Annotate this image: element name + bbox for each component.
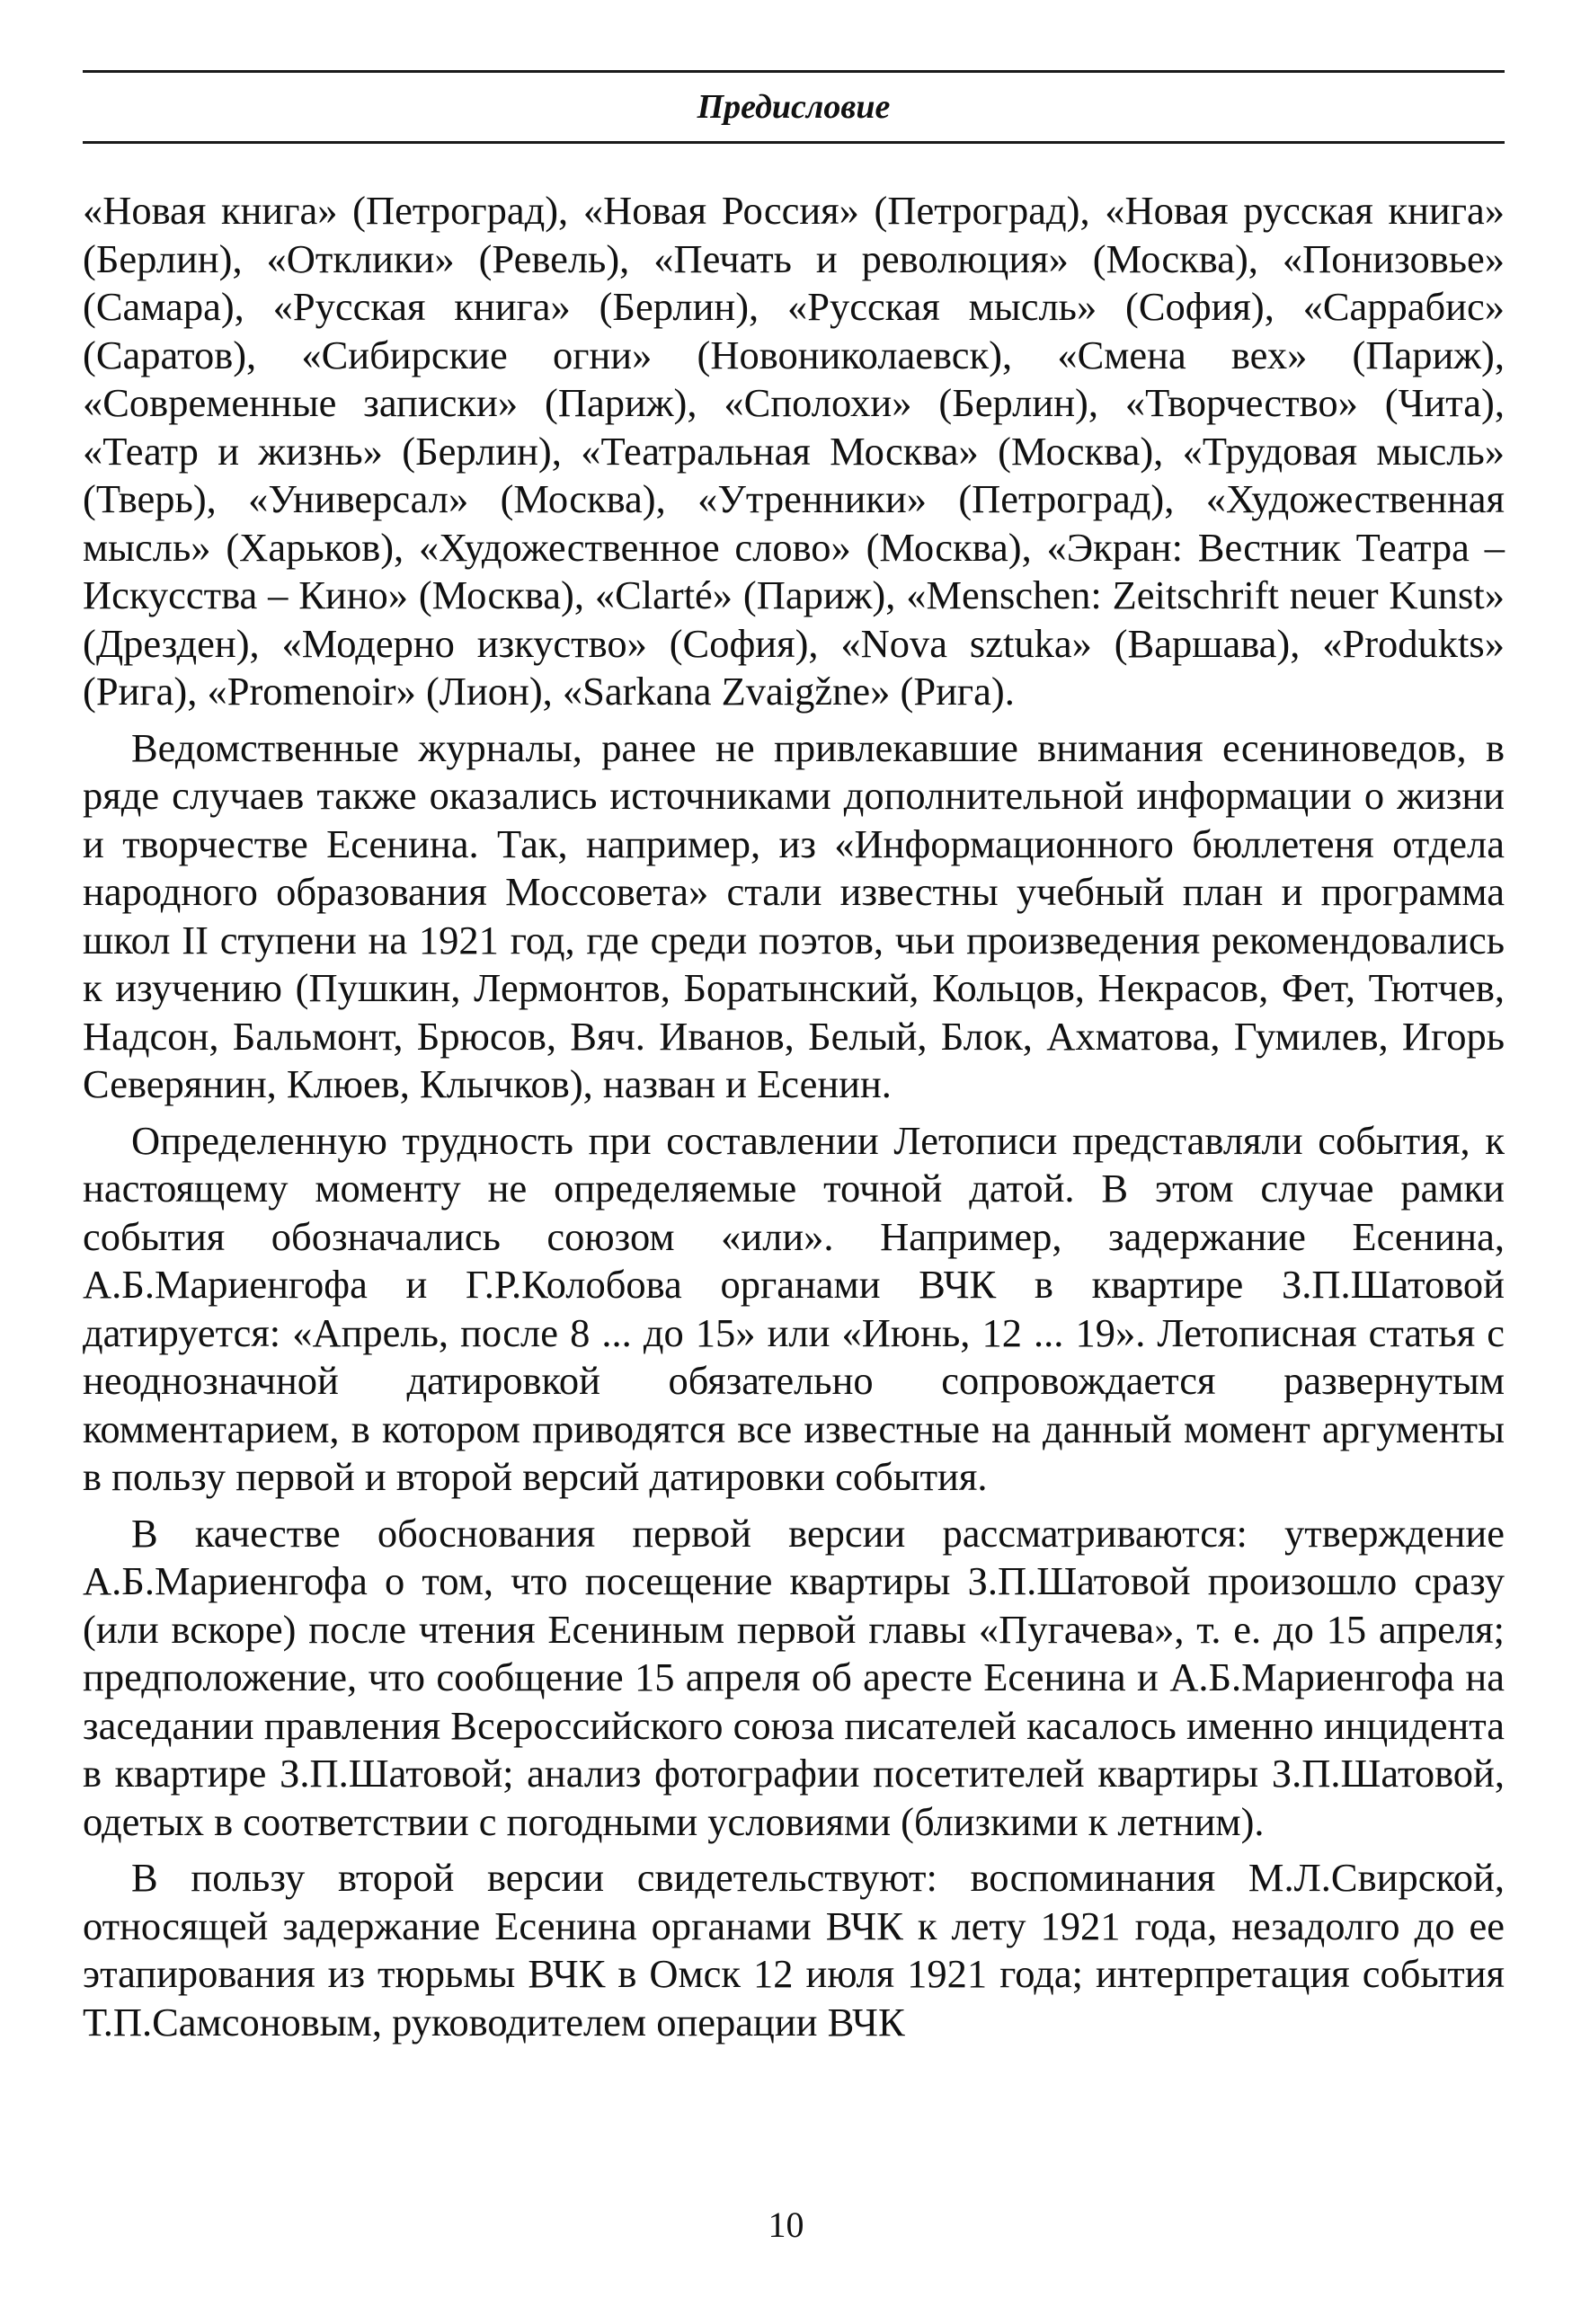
page-number: 10 [768, 2204, 804, 2245]
page-body [83, 70, 1505, 2054]
running-head-title: Предисловие [697, 88, 891, 126]
paragraph-departmental-journals: Ведомственные журналы, ранее не привлекавшие внимания есениноведов, в ряде случаев также оказались источниками дополнительной информации о жизни и творчестве Есенина. Так, например, из «Информационного бюллетеня отдела народного образования Моссовета» стали известны учебный план и программа школ II ступени на 1921 год, где среди поэтов, чьи произведения рекомендовались к изучению (Пушкин, Лермонтов, Боратынский, Кольцов, Некрасов, Фет, Тютчев, Надсон, Бальмонт, Брюсов, Вяч. Иванов, Белый, Блок, Ахматова, Гумилев, Игорь Северянин, Клюев, Клычков), назван и Есенин. [83, 724, 1505, 1106]
main-text [83, 187, 1505, 2046]
header-bottom-rule [83, 141, 1505, 144]
paragraph-dating-difficulty: Определенную трудность при составлении Летописи представляли события, к настоящему моменту не определяемые точной датой. В этом случае рамки события обозначались союзом «или». Например, задержание Есенина, А.Б.Мариенгофа и Г.Р.Колобова органами ВЧК в квартире З.П.Шатовой датируется: «Апрель, после 8 ... до 15» или «Июнь, 12 ... 19». Летописная статья с неоднозначной датировкой обязательно сопровождается развернутым комментарием, в котором приводятся все известные на данный момент аргументы в пользу первой и второй версий датировки события. [83, 1117, 1505, 1499]
paragraph-first-version: В качестве обоснования первой версии рассматриваются: утверждение А.Б.Мариенгофа о том, что посещение квартиры З.П.Шатовой произошло сразу (или вскоре) после чтения Есениным первой главы «Пугачева», т. е. до 15 апреля; предположение, что сообщение 15 апреля об аресте Есенина и А.Б.Мариенгофа на заседании правления Всероссийского союза писателей касалось именно инцидента в квартире З.П.Шатовой; анализ фотографии посетителей квартиры З.П.Шатовой, одетых в соответствии с погодными условиями (близкими к летним). [83, 1510, 1505, 1844]
paragraph-second-version: В пользу второй версии свидетельствуют: воспоминания М.Л.Свирской, относящей задержание Есенина органами ВЧК к лету 1921 года, незадолго до ее этапирования из тюрьмы ВЧК в Омск 12 июля 1921 года; интерпретация события Т.П.Самсоновым, руководителем операции ВЧК [83, 1855, 1505, 2045]
paragraph-journal-list: «Новая книга» (Петроград), «Новая Россия» (Петроград), «Новая русская книга» (Берлин), «Отклики» (Ревель), «Печать и революция» (Москва), «Понизовье» (Самара), «Русская книга» (Берлин), «Русская мысль» (София), «Саррабис» (Саратов), «Сибирские огни» (Новониколаевск), «Смена вех» (Париж), «Современные записки» (Париж), «Сполохи» (Берлин), «Творчество» (Чита), «Театр и жизнь» (Берлин), «Театральная Москва» (Москва), «Трудовая мысль» (Тверь), «Универсал» (Москва), «Утренники» (Петроград), «Художественная мысль» (Харьков), «Художественное слово» (Москва), «Экран: Вестник Театра – Искусства – Кино» (Москва), «Clarté» (Париж), «Menschen: Zeitschrift neuer Kunst» (Дрезден), «Модерно изкуство» (София), «Nova sztuka» (Варшава), «Produkts» (Рига), «Promenoir» (Лион), «Sarkana Zvaigžne» (Рига). [83, 188, 1505, 714]
